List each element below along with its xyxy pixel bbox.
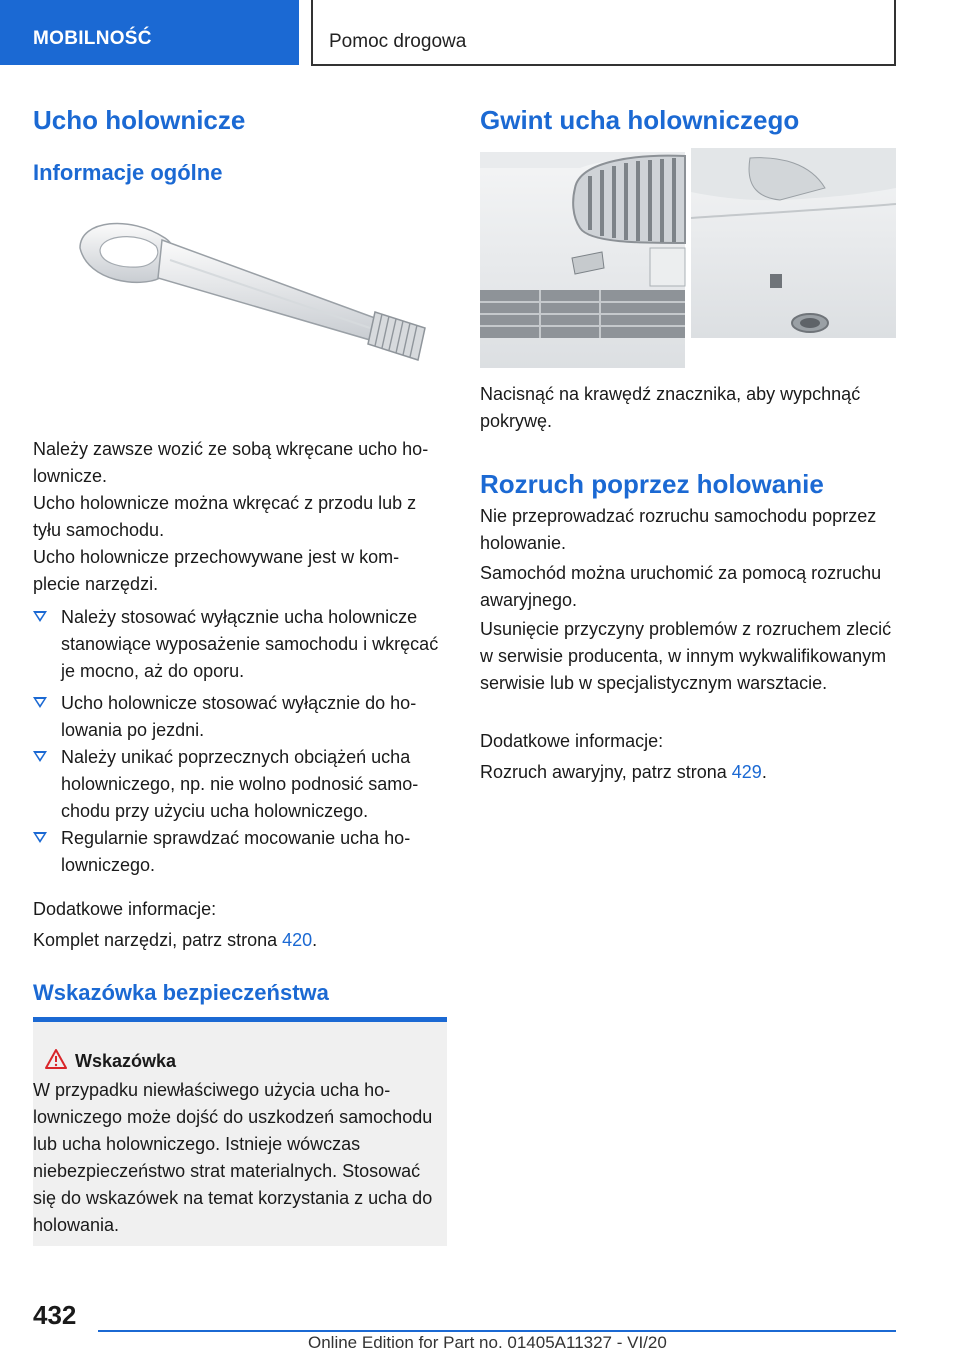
footer-edition: Online Edition for Part no. 01405A11327 - VI/20 [308,1333,667,1352]
more-info-label: Dodatkowe informacje: [33,899,217,919]
header-chapter-frame [311,0,896,66]
header-chapter-label: Pomoc drogowa [329,31,467,52]
list-item-text: Należy stosować wyłącznie ucha holownicze stanowiące wyposażenie samochodu i wkręcać je mocno, aż do oporu. [61,607,439,681]
reference-toolkit [33,927,447,954]
list-item [33,744,447,825]
header-section-tab [0,0,299,65]
triangle-bullet-icon [33,832,47,843]
list-item [33,825,447,879]
list-item-text: Regularnie sprawdzać mocowanie ucha holowniczego. [61,828,411,875]
section-title-tow-start: Rozruch poprzez holowanie [480,469,824,499]
list-item [33,690,447,744]
reference-text: Komplet narzędzi, patrz strona [33,930,283,950]
reference-end: . [312,930,318,950]
warning-triangle-icon [45,1048,67,1070]
caption-press-marker: Nacisnąć na krawędź znacznika, aby wypchnąć pokrywę. [480,384,861,431]
warning-text: W przypadku niewłaściwego użycia ucha holowniczego może dojść do uszkodzeń samochodu lub ucha holowniczego. Istnieje wówczas niebezpieczeństwo strat materialnych. Stosować się do wskazówek na temat korzystania z ucha do holowania. [33,1080,433,1235]
section-title-thread: Gwint ucha holowniczego [480,105,800,135]
triangle-bullet-icon [33,697,47,708]
subtitle-general-info: Informacje ogólne [33,160,223,185]
footer-divider [98,1330,896,1332]
tow-hook-illustration [70,210,440,400]
paragraph-front-rear: Ucho holownicze można wkręcać z przodu lub z tyłu samochodu. [33,493,417,540]
paragraph-always-carry: Należy zawsze wozić ze sobą wkręcane ucho holownicze. [33,439,429,486]
more-info-label-right: Dodatkowe informacje: [480,731,664,751]
page-link-420[interactable]: 420 [282,930,313,950]
list-item [33,604,447,685]
warning-box [33,1017,447,1246]
section-title-tow-hook: Ucho holownicze [33,105,246,135]
paragraph-stored-in-toolkit: Ucho holownicze przechowywane jest w komplecie narzędzi. [33,547,400,594]
reference-jump-start [480,759,896,786]
list-item-text: Należy unikać poprzecznych obciążeń ucha holowniczego, np. nie wolno podnosić samochodu przy użyciu ucha holowniczego. [61,747,419,821]
paragraph-no-tow-start: Nie przeprowadzać rozruchu samochodu poprzez holowanie. [480,506,877,553]
reference-end: . [761,762,767,782]
page-number: 432 [33,1300,77,1330]
paragraph-service: Usunięcie przyczyny problemów z rozruchem zlecić w serwisie producenta, w innym wykwalifikowanym serwisie lub w specjalistycznym warsztacie. [480,619,892,693]
bumper-cover-illustration [480,148,896,370]
triangle-bullet-icon [33,611,47,622]
page-link-429[interactable]: 429 [731,762,762,782]
warning-title: Wskazówka [75,1051,177,1071]
safety-heading: Wskazówka bezpieczeństwa [33,980,329,1005]
paragraph-jump-start: Samochód można uruchomić za pomocą rozruchu awaryjnego. [480,563,882,610]
triangle-bullet-icon [33,751,47,762]
header-section-label: MOBILNOŚĆ [33,28,152,49]
reference-text: Rozruch awaryjny, patrz strona [480,762,732,782]
list-item-text: Ucho holownicze stosować wyłącznie do holowania po jezdni. [61,693,417,740]
